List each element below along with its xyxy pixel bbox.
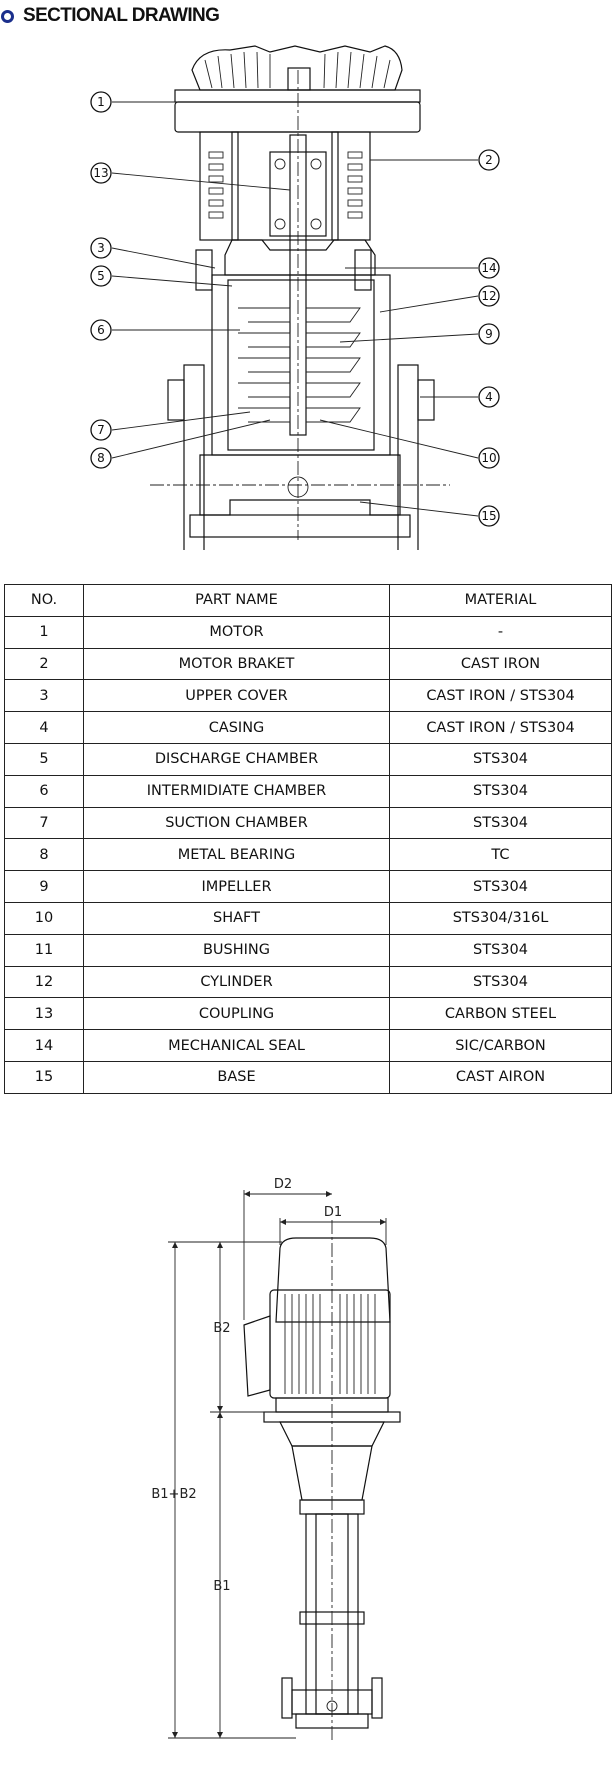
column-header-no: NO. (5, 585, 84, 617)
table-row (5, 680, 612, 712)
cell-part-name: MOTOR BRAKET (84, 648, 390, 680)
cell-part-name: BUSHING (84, 934, 390, 966)
cell-material: STS304/316L (390, 902, 612, 934)
cell-material: TC (390, 839, 612, 871)
cell-part-name: INTERMIDIATE CHAMBER (84, 775, 390, 807)
cell-material: STS304 (390, 934, 612, 966)
column-header-material: MATERIAL (390, 585, 612, 617)
cell-material: CAST IRON / STS304 (390, 680, 612, 712)
cell-part-name: BASE (84, 1061, 390, 1093)
table-header-row (5, 585, 612, 617)
cell-no: 3 (5, 680, 84, 712)
cell-no: 2 (5, 648, 84, 680)
parts-table (4, 584, 612, 1094)
callout-balloon (91, 448, 111, 468)
cell-no: 5 (5, 743, 84, 775)
cell-material: STS304 (390, 743, 612, 775)
cell-material: CARBON STEEL (390, 998, 612, 1030)
table-row (5, 1061, 612, 1093)
cell-part-name: SUCTION CHAMBER (84, 807, 390, 839)
table-row (5, 648, 612, 680)
cell-no: 6 (5, 775, 84, 807)
svg-text:6: 6 (97, 323, 105, 337)
callout-balloon (479, 150, 499, 170)
table-row (5, 1030, 612, 1062)
callout-balloon (479, 258, 499, 278)
cell-part-name: MOTOR (84, 616, 390, 648)
callout-balloon (479, 506, 499, 526)
callout-balloons (91, 92, 499, 526)
cell-material: CAST AIRON (390, 1061, 612, 1093)
svg-text:9: 9 (485, 327, 493, 341)
callout-balloon (91, 163, 111, 183)
cell-no: 12 (5, 966, 84, 998)
cell-material: CAST IRON / STS304 (390, 712, 612, 744)
callout-balloon (479, 286, 499, 306)
cell-no: 4 (5, 712, 84, 744)
callout-balloon (91, 420, 111, 440)
cell-part-name: METAL BEARING (84, 839, 390, 871)
dimension-label-b1-b2: B1+B2 (151, 1487, 197, 1502)
table-row (5, 966, 612, 998)
dimension-label-d1: D1 (323, 1205, 343, 1220)
cell-no: 1 (5, 616, 84, 648)
cell-part-name: MECHANICAL SEAL (84, 1030, 390, 1062)
svg-text:2: 2 (485, 153, 493, 167)
table-row (5, 807, 612, 839)
section-header (0, 0, 219, 32)
table-row (5, 775, 612, 807)
svg-text:12: 12 (481, 289, 497, 303)
cell-material: STS304 (390, 966, 612, 998)
dimension-label-b1: B1 (213, 1579, 231, 1594)
svg-text:7: 7 (97, 423, 105, 437)
circle-bullet-icon (1, 10, 14, 23)
table-row (5, 712, 612, 744)
callout-balloon (91, 92, 111, 112)
cell-no: 15 (5, 1061, 84, 1093)
svg-text:8: 8 (97, 451, 105, 465)
svg-text:13: 13 (93, 166, 109, 180)
cell-part-name: CYLINDER (84, 966, 390, 998)
callout-balloon (91, 266, 111, 286)
cell-material: SIC/CARBON (390, 1030, 612, 1062)
cell-part-name: SHAFT (84, 902, 390, 934)
table-row (5, 743, 612, 775)
dimension-label-b2: B2 (213, 1321, 231, 1336)
svg-text:15: 15 (481, 509, 497, 523)
cell-material: STS304 (390, 871, 612, 903)
cell-material: STS304 (390, 807, 612, 839)
column-header-part-name: PART NAME (84, 585, 390, 617)
cell-part-name: UPPER COVER (84, 680, 390, 712)
table-row (5, 902, 612, 934)
svg-text:4: 4 (485, 390, 493, 404)
table-row (5, 934, 612, 966)
dimension-label-d2: D2 (273, 1177, 293, 1192)
cell-material: STS304 (390, 775, 612, 807)
callout-balloon (91, 320, 111, 340)
table-row (5, 871, 612, 903)
cell-no: 13 (5, 998, 84, 1030)
callout-balloon (479, 387, 499, 407)
cell-no: 11 (5, 934, 84, 966)
cell-part-name: IMPELLER (84, 871, 390, 903)
cell-no: 9 (5, 871, 84, 903)
callout-balloon (91, 238, 111, 258)
callout-balloon (479, 324, 499, 344)
cell-no: 7 (5, 807, 84, 839)
svg-text:1: 1 (97, 95, 105, 109)
cell-no: 14 (5, 1030, 84, 1062)
cell-part-name: DISCHARGE CHAMBER (84, 743, 390, 775)
cell-material: CAST IRON (390, 648, 612, 680)
svg-text:14: 14 (481, 261, 497, 275)
dimension-drawing (0, 1150, 615, 1769)
svg-text:10: 10 (481, 451, 497, 465)
table-row (5, 616, 612, 648)
table-row (5, 839, 612, 871)
callout-balloon (479, 448, 499, 468)
svg-text:5: 5 (97, 269, 105, 283)
sectional-drawing (0, 40, 615, 550)
table-row (5, 998, 612, 1030)
cell-no: 8 (5, 839, 84, 871)
cell-part-name: CASING (84, 712, 390, 744)
cell-material: - (390, 616, 612, 648)
svg-text:3: 3 (97, 241, 105, 255)
section-title: SECTIONAL DRAWING (23, 5, 220, 26)
cell-part-name: COUPLING (84, 998, 390, 1030)
cell-no: 10 (5, 902, 84, 934)
